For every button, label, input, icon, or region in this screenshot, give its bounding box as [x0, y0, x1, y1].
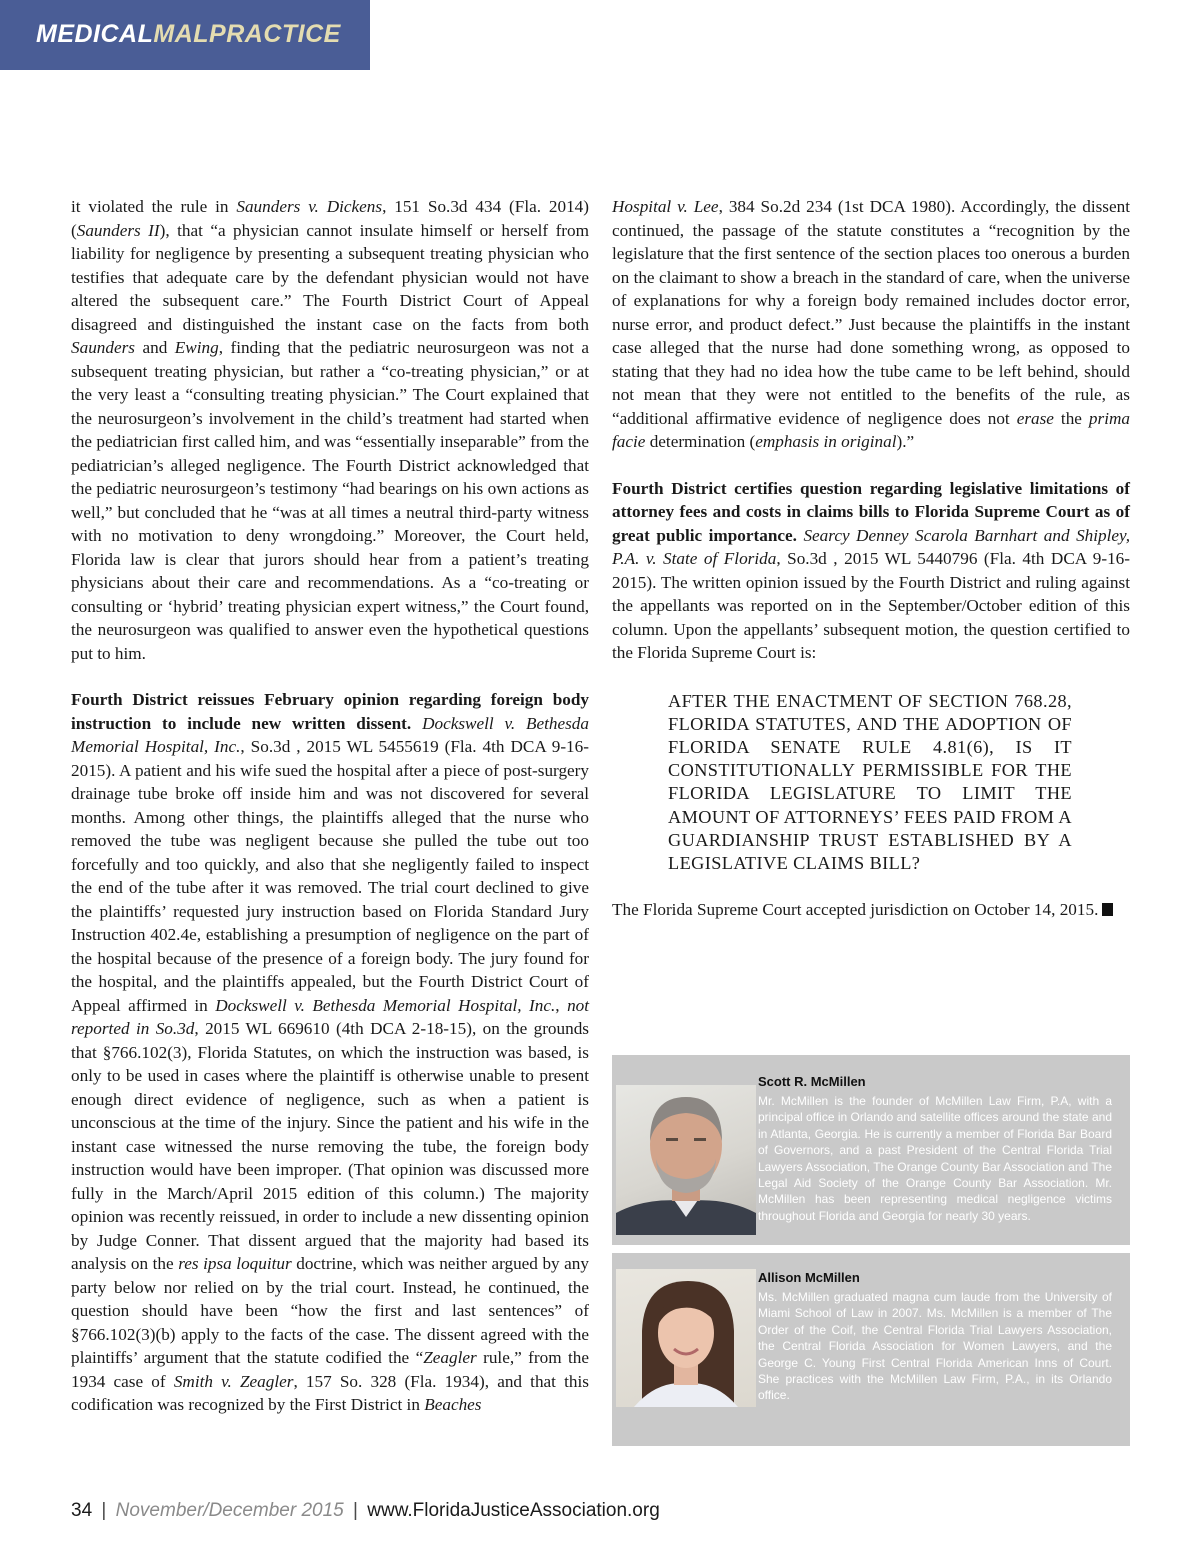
page-number: 34: [71, 1500, 93, 1521]
footer-separator: |: [353, 1500, 358, 1521]
bio-text-scott: Mr. McMillen is the founder of McMillen Law Firm, P.A, with a principal office in Orlando and satellite offices around the state and in Atlanta, Georgia. He is currently a member of Florida Bar Board of Governors, and a past President of the Central Florida Trial Lawyers Association, The Orange County Bar Association and The Legal Aid Society of the Orange County Bar Association. Mr. McMillen has been representing medical negligence victims throughout Florida and Georgia for nearly 30 years.: [758, 1094, 1112, 1223]
right-paragraph-1: Hospital v. Lee, 384 So.2d 234 (1st DCA 1980). Accordingly, the dissent continued, the passage of the statute constitutes a “recognition by the legislature that the first sentence of the section places too onerous a burden on the claimant to show a breach in the standard of care, when the universe of explanations for why a foreign body remained includes doctor error, nurse error, and product defect.” Just because the plaintiffs in the instant case alleged that the nurse had done something wrong, as opposed to stating that they had no idea how the tube came to be left behind, should not mean that they were not entitled to the benefits of the rule, as “additional affirmative evidence of negligence does not erase the prima facie determination (emphasis in original).”: [612, 197, 1130, 451]
left-paragraph-2: Fourth District reissues February opinion regarding foreign body instruction to include new written dissent. Dockswell v. Bethesda Memorial Hospital, Inc., So.3d , 2015 WL 5455619 (Fla. 4th DCA 9-16-2015). A patient and his wife sued the hospital after a piece of post-surgery drainage tube broke off inside him and was not discovered for several months. Among other things, the plaintiffs alleged that the nurse who removed the tube was negligent because she pulled the tube out too forcefully and too quickly, and also that she negligently failed to inspect the end of the tube after it was removed. The trial court declined to give the plaintiffs’ requested jury instruction based on Florida Standard Jury Instruction 402.4e, establishing a presumption of negligence on the part of the hospital because of the presence of a foreign body. The jury found for the hospital, and the plaintiffs appealed, but the Fourth District Court of Appeal affirmed in Dockswell v. Bethesda Memorial Hospital, Inc., not reported in So.3d, 2015 WL 669610 (4th DCA 2-18-15), on the grounds that §766.102(3), Florida Statutes, on which the instruction was based, is only to be used in cases where the plaintiff is otherwise unable to present enough direct evidence of negligence, such as when a patient is unconscious at the time of the injury. Since the patient and his wife in the instant case witnessed the nurse removing the tube, the foreign body instruction would have been improper. (That opinion was discussed more fully in the March/April 2015 edition of this column.) The majority opinion was recently reissued, in order to include a new dissenting opinion by Judge Conner. That dissent argued that the majority had based its analysis on the res ipsa loquitur doctrine, which was neither argued by any party below nor relied on by the trial court. Instead, he continued, the question should have been “how the first and last sentences” of §766.102(3)(b) apply to the facts of the case. The dissent agreed with the plaintiffs’ argument that the statute codified the “Zeagler rule,” from the 1934 case of Smith v. Zeagler, 157 So. 328 (Fla. 1934), and that this codification was recognized by the First District in Beaches: [71, 690, 590, 1414]
right-paragraph-2: Fourth District certifies question regarding legislative limitations of attorney fees and costs in claims bills to Florida Supreme Court as of great public importance. Searcy Denney Scarola Barnhart and Shipley, P.A. v. State of Florida, So.3d , 2015 WL 5440796 (Fla. 4th DCA 9-16-2015). The written opinion issued by the Fourth District and ruling against the appellants was reported on in the September/October edition of this column. Upon the appellants’ subsequent motion, the question certified to the Florida Supreme Court is:: [612, 478, 1130, 662]
right-paragraph-3: The Florida Supreme Court accepted jurisdiction on October 14, 2015.: [612, 898, 1130, 922]
page-footer: [71, 1500, 660, 1522]
bio-name-scott: Scott R. McMillen: [758, 1074, 866, 1089]
left-column: [71, 195, 589, 1417]
author-bio-scott: [612, 1055, 1130, 1245]
certified-question: AFTER THE ENACTMENT OF SECTION 768.28, FLORIDA STATUTES, AND THE ADOPTION OF FLORIDA SENATE RULE 4.81(6), IS IT CONSTITUTIONALLY PERMISSIBLE FOR THE FLORIDA LEGISLATURE TO LIMIT THE AMOUNT OF ATTORNEYS’ FEES PAID FROM A GUARDIANSHIP TRUST ESTABLISHED BY A LEGISLATIVE CLAIMS BILL?: [668, 690, 1072, 873]
section-banner: [0, 0, 370, 70]
section-title-part2: MALPRACTICE: [153, 20, 341, 48]
scott-photo: [616, 1085, 756, 1235]
section-title: [36, 20, 341, 49]
bio-name-allison: Allison McMillen: [758, 1270, 860, 1285]
issue-date: November/December 2015: [115, 1500, 344, 1521]
website-link[interactable]: www.FloridaJusticeAssociation.org: [367, 1500, 660, 1521]
right-column: [612, 195, 1130, 922]
allison-photo: [616, 1269, 756, 1407]
section-title-part1: MEDICAL: [36, 20, 154, 48]
end-of-article-icon: [1102, 903, 1113, 916]
footer-separator: |: [101, 1500, 107, 1521]
case-heading-dockswell: Fourth District reissues February opinion regarding foreign body instruction to include new written dissent.: [71, 690, 589, 733]
bio-text-allison: Ms. McMillen graduated magna cum laude from the University of Miami School of Law in 2007. Ms. McMillen is a member of The Order of the Coif, the Central Florida Trial Lawyers Association, the Central Florida Association for Women Lawyers, and the George C. Young First Central Florida American Inns of Court. She practices with the McMillen Law Firm, P.A., in its Orlando office.: [758, 1290, 1112, 1403]
case-heading-searcy: Fourth District certifies question regarding legislative limitations of attorney fees and costs in claims bills to Florida Supreme Court as of great public importance.: [612, 478, 1130, 545]
left-paragraph-1: it violated the rule in Saunders v. Dickens, 151 So.3d 434 (Fla. 2014) (Saunders II), that “a physician cannot insulate himself or herself from liability for negligence by presenting a subsequent treating physician who testifies that adequate care by the defendant physician would not have altered the subsequent care.” The Fourth District Court of Appeal disagreed and distinguished the instant case on the facts from both Saunders and Ewing, finding that the pediatric neurosurgeon was not a subsequent treating physician, but rather a “co-treating physician,” or at the very least a “consulting treating physician.” The Court explained that the neurosurgeon’s involvement in the child’s treatment had started when the pediatrician first called him, and was “essentially inseparable” from the pediatrician’s alleged negligence. The Fourth District acknowledged that the pediatric neurosurgeon’s testimony “had bearings on his own actions as well,” but concluded that he “was at all times a neutral third-party witness with no motivation to deny wrongdoing.” Moreover, the Court held, Florida law is clear that jurors should hear from a patient’s treating physicians about their care and recommendations. As a “co-treating or consulting or ‘hybrid’ treating physician expert witness,” the Court found, the neurosurgeon was qualified to answer even the hypothetical questions put to him.: [71, 197, 589, 663]
author-bio-allison: [612, 1253, 1130, 1446]
